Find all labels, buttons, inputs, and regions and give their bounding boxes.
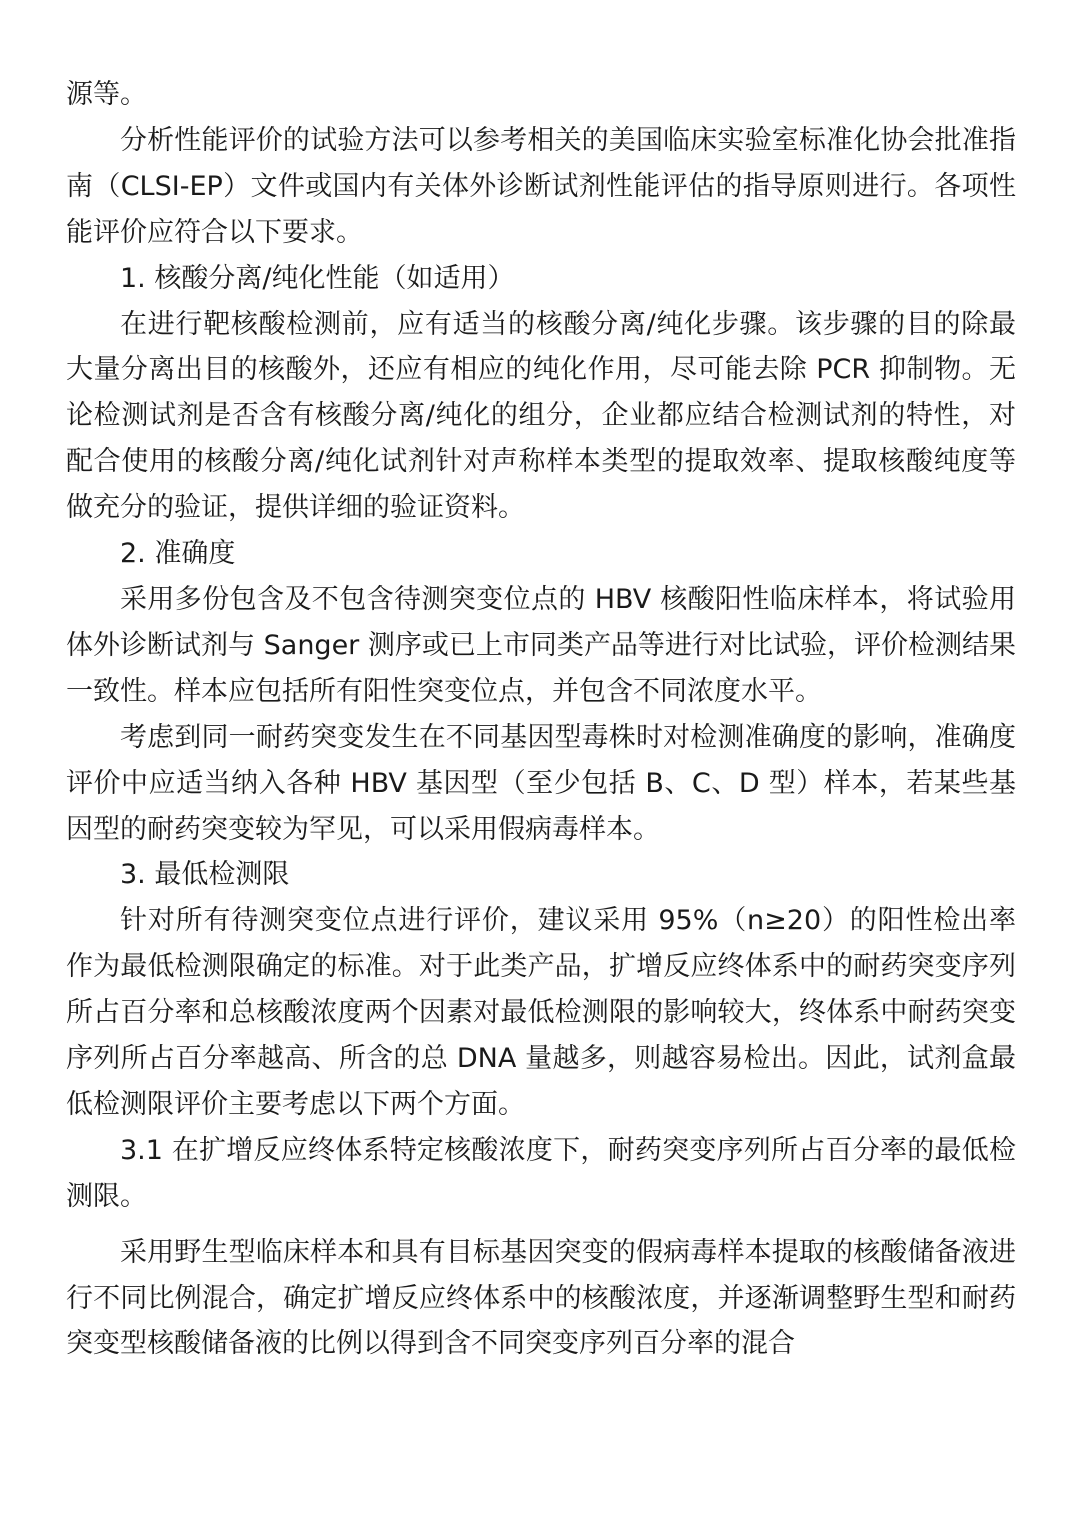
paragraph-mixing-method: 采用野生型临床样本和具有目标基因突变的假病毒样本提取的核酸储备液进行不同比例混合，确定扩增反应终体系中的核酸浓度，并逐渐调整野生型和耐药突变型核酸储备液的比例以得到含不同突变序列百分率的混合 xyxy=(66,1236,1016,1360)
section-heading-2: 2. 准确度 xyxy=(120,538,236,570)
paragraph-accuracy-2: 考虑到同一耐药突变发生在不同基因型毒株时对检测准确度的影响，准确度评价中应适当纳入各种 HBV 基因型（至少包括 B、C、D 型）样本，若某些基因型的耐药突变较为罕见，可以采用假病毒样本。 xyxy=(66,721,1016,845)
paragraph-subsection-3-1: 3.1 在扩增反应终体系特定核酸浓度下，耐药突变序列所占百分率的最低检测限。 xyxy=(66,1134,1016,1212)
section-heading-3: 3. 最低检测限 xyxy=(120,859,290,891)
paragraph-detection-limit: 针对所有待测突变位点进行评价，建议采用 95%（n≥20）的阳性检出率作为最低检测限确定的标准。对于此类产品，扩增反应终体系中的耐药突变序列所占百分率和总核酸浓度两个因素对最低检测限的影响较大，终体系中耐药突变序列所占百分率越高、所含的总 DNA 量越多，则越容易检出。因此，试剂盒最低检测限评价主要考虑以下两个方面。 xyxy=(66,905,1016,1120)
paragraph-accuracy-1: 采用多份包含及不包含待测突变位点的 HBV 核酸阳性临床样本，将试验用体外诊断试剂与 Sanger 测序或已上市同类产品等进行对比试验，评价检测结果一致性。样本应包括所有阳性突变位点，并包含不同浓度水平。 xyxy=(66,583,1016,707)
document-page xyxy=(66,72,1016,1367)
section-heading-1: 1. 核酸分离/纯化性能（如适用） xyxy=(120,262,515,294)
paragraph-nucleic-acid-isolation: 在进行靶核酸检测前，应有适当的核酸分离/纯化步骤。该步骤的目的除最大量分离出目的核酸外，还应有相应的纯化作用，尽可能去除 PCR 抑制物。无论检测试剂是否含有核酸分离/纯化的组分，企业都应结合检测试剂的特性，对配合使用的核酸分离/纯化试剂针对声称样本类型的提取效率、提取核酸纯度等做充分的验证，提供详细的验证资料。 xyxy=(66,308,1016,524)
paragraph-continuation: 源等。 xyxy=(66,79,147,110)
paragraph-intro: 分析性能评价的试验方法可以参考相关的美国临床实验室标准化协会批准指南（CLSI-EP）文件或国内有关体外诊断试剂性能评估的指导原则进行。各项性能评价应符合以下要求。 xyxy=(66,124,1016,248)
